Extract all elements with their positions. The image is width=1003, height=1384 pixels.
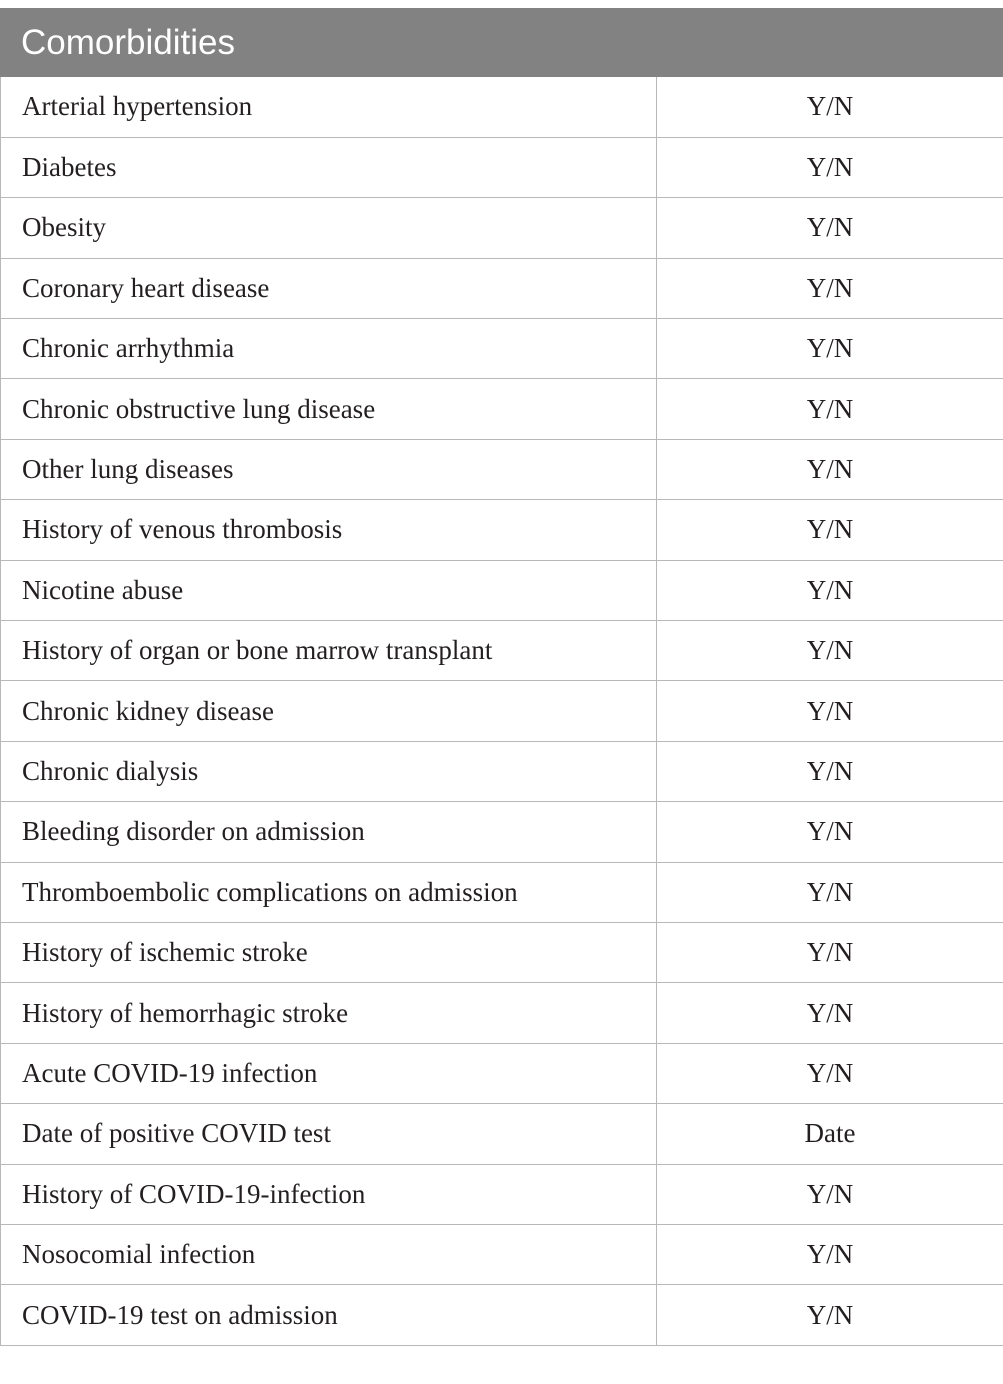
table-row <box>1 319 1003 379</box>
table-row <box>1 1043 1003 1103</box>
table-row <box>1 802 1003 862</box>
row-value: Y/N <box>657 77 1003 137</box>
table-row <box>1 500 1003 560</box>
row-value: Y/N <box>657 319 1003 379</box>
row-label: History of ischemic stroke <box>1 922 657 982</box>
row-value: Y/N <box>657 1043 1003 1103</box>
row-value: Y/N <box>657 1285 1003 1345</box>
row-value: Y/N <box>657 439 1003 499</box>
row-value: Y/N <box>657 681 1003 741</box>
row-value: Y/N <box>657 258 1003 318</box>
row-value: Y/N <box>657 379 1003 439</box>
table-row <box>1 681 1003 741</box>
row-value: Date <box>657 1104 1003 1164</box>
row-label: Arterial hypertension <box>1 77 657 137</box>
table-row <box>1 77 1003 137</box>
row-label: Chronic kidney disease <box>1 681 657 741</box>
row-label: Chronic dialysis <box>1 741 657 801</box>
row-value: Y/N <box>657 862 1003 922</box>
table-row <box>1 741 1003 801</box>
table-row <box>1 258 1003 318</box>
row-label: Nicotine abuse <box>1 560 657 620</box>
table-row <box>1 1224 1003 1284</box>
table-row <box>1 198 1003 258</box>
table-row <box>1 379 1003 439</box>
table-row <box>1 862 1003 922</box>
row-label: Bleeding disorder on admission <box>1 802 657 862</box>
row-value: Y/N <box>657 922 1003 982</box>
row-value: Y/N <box>657 500 1003 560</box>
row-value: Y/N <box>657 741 1003 801</box>
row-label: Chronic obstructive lung disease <box>1 379 657 439</box>
row-label: Coronary heart disease <box>1 258 657 318</box>
row-label: Other lung diseases <box>1 439 657 499</box>
row-value: Y/N <box>657 1164 1003 1224</box>
row-value: Y/N <box>657 621 1003 681</box>
table-row <box>1 439 1003 499</box>
table-header: Comorbidities <box>0 8 1003 77</box>
row-label: History of COVID-19-infection <box>1 1164 657 1224</box>
row-label: Chronic arrhythmia <box>1 319 657 379</box>
table-row <box>1 621 1003 681</box>
row-label: COVID-19 test on admission <box>1 1285 657 1345</box>
row-value: Y/N <box>657 1224 1003 1284</box>
comorbidities-grid <box>0 77 1003 1346</box>
table-row <box>1 560 1003 620</box>
row-label: Date of positive COVID test <box>1 1104 657 1164</box>
row-label: History of hemorrhagic stroke <box>1 983 657 1043</box>
table-row <box>1 1285 1003 1345</box>
table-row <box>1 1164 1003 1224</box>
row-label: Diabetes <box>1 137 657 197</box>
row-value: Y/N <box>657 560 1003 620</box>
row-label: Obesity <box>1 198 657 258</box>
table-row <box>1 922 1003 982</box>
row-value: Y/N <box>657 198 1003 258</box>
table-row <box>1 137 1003 197</box>
row-label: History of organ or bone marrow transplant <box>1 621 657 681</box>
row-label: Acute COVID-19 infection <box>1 1043 657 1103</box>
row-value: Y/N <box>657 802 1003 862</box>
row-value: Y/N <box>657 983 1003 1043</box>
table-row <box>1 983 1003 1043</box>
row-label: Nosocomial infection <box>1 1224 657 1284</box>
row-value: Y/N <box>657 137 1003 197</box>
row-label: History of venous thrombosis <box>1 500 657 560</box>
table-row <box>1 1104 1003 1164</box>
row-label: Thromboembolic complications on admission <box>1 862 657 922</box>
comorbidities-table <box>0 8 1003 1346</box>
